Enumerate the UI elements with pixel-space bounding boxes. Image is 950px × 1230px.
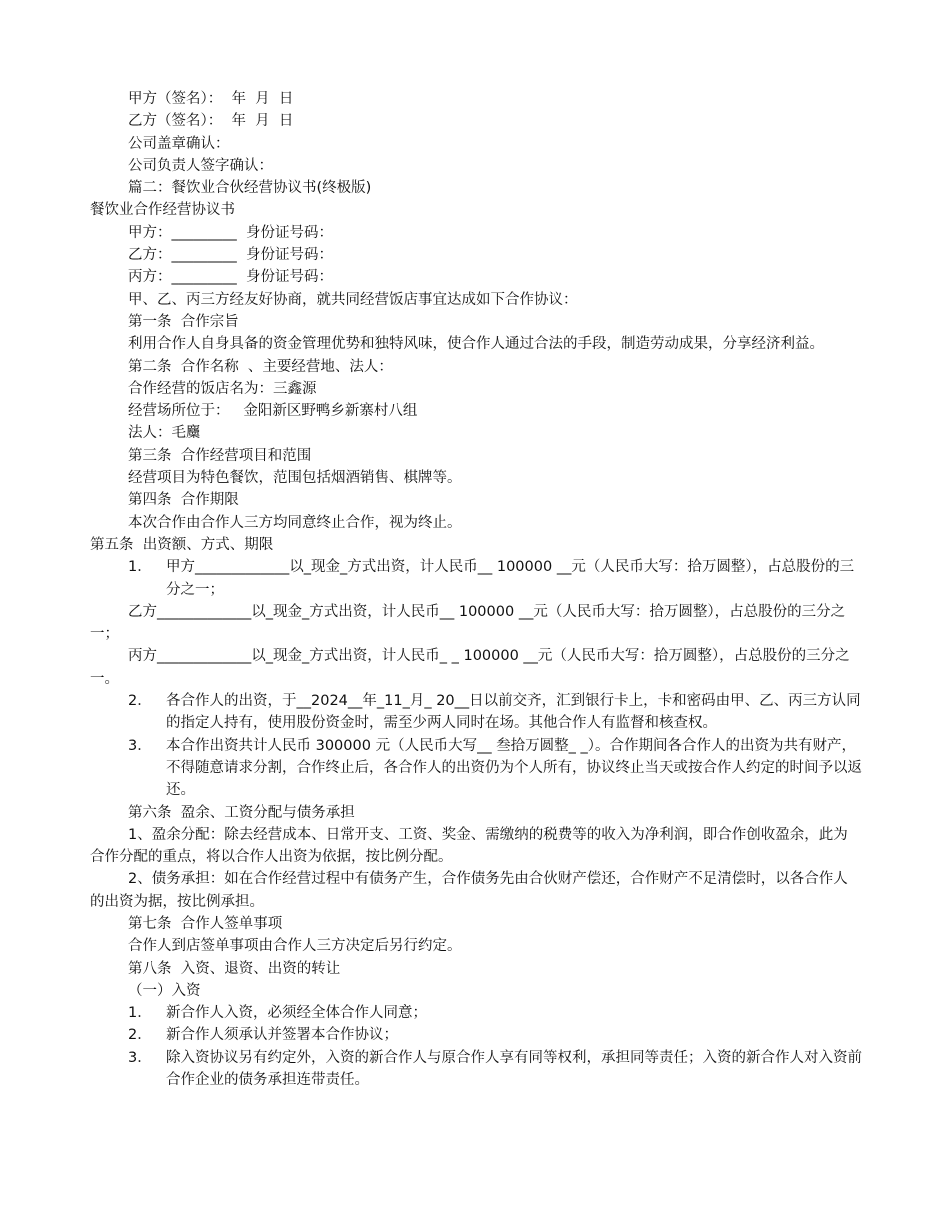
business-scope: 经营项目为特色餐饮，范围包括烟酒销售、棋牌等。 (128, 470, 462, 487)
entry-item-2 (90, 1024, 862, 1046)
cooperation-term: 本次合作由合作人三方均同意终止合作，视为终止。 (128, 514, 462, 531)
company-head-signature-line: 公司负责人签字确认： (128, 157, 273, 174)
item-number: 2． (128, 1027, 152, 1044)
entry-item-1 (90, 1002, 862, 1024)
debt-bearing: 2、债务承担：如在合作经营过程中有债务产生，合作债务先由合伙财产偿还，合作财产不足清偿时，以各合作人的出资为据，按比例承担。 (90, 871, 848, 910)
legal-person: 法人：毛麜 (128, 425, 201, 442)
party-c-contribution-block (90, 645, 862, 690)
party-c-id-line: 丙方：_________ 身份证号码： (128, 269, 333, 286)
profit-distribution: 1、盈余分配：除去经营成本、日常开支、工资、奖金、需缴纳的税费等的收入为净利润，即合作创收盈余，此为合作分配的重点，将以合作人出资为依据，按比例分配。 (90, 826, 848, 866)
profit-distribution-block (90, 824, 862, 869)
entry-equal-rights: 除入资协议另有约定外，入资的新合作人与原合作人享有同等权利，承担同等责任；入资的新合作人对入资前合作企业的债务承担连带责任。 (166, 1049, 862, 1089)
party-a-id-line: 甲方：_________ 身份证号码： (128, 224, 333, 241)
article-1-heading: 第一条 合作宗旨 (128, 313, 239, 330)
article-1-body (90, 333, 862, 355)
article-4-heading: 第四条 合作期限 (128, 492, 239, 509)
agreement-title: 餐饮业合作经营协议书 (90, 202, 235, 219)
article-1-text: 利用合作人自身具备的资金管理优势和独特风味，使合作人通过合法的手段，制造劳动成果，分享经济利益。 (128, 336, 824, 353)
party-b-signature-line: 乙方（签名）： 年 月 日 (128, 113, 294, 130)
signing-matters: 合作人到店签单事项由合作人三方决定后另行约定。 (128, 938, 462, 955)
entry-item-3 (90, 1047, 862, 1092)
preamble: 甲、乙、丙三方经友好协商，就共同经营饭店事宜达成如下合作协议： (128, 291, 578, 308)
contribution-item-2 (90, 690, 862, 735)
entry-consent: 新合作人入资，必须经全体合作人同意； (166, 1005, 427, 1022)
article-6-heading: 第六条 盈余、工资分配与债务承担 (128, 804, 355, 821)
contribution-deadline: 各合作人的出资，于__2024__年_11_月_ 20__日以前交齐，汇到银行卡上，卡和密码由甲、乙、丙三方认同的指定人持有，使用股份资金时，需至少两人同时在场。其他合作人有监督和核查权。 (166, 693, 861, 732)
item-number: 3． (128, 737, 152, 754)
article-3-heading: 第三条 合作经营项目和范围 (128, 447, 312, 464)
subsection-capital-entry: （一）入资 (128, 982, 201, 999)
party-b-id-line: 乙方：_________ 身份证号码： (128, 247, 333, 264)
party-a-contribution: 甲方_____________以_现金_方式出资，计人民币__ 100000 __元（人民币大写：拾万圆整），占总股份的三分之一； (166, 559, 855, 598)
item-number: 3． (128, 1049, 152, 1066)
company-seal-line: 公司盖章确认： (128, 135, 230, 152)
article-8-heading: 第八条 入资、退资、出资的转让 (128, 960, 341, 977)
party-b-contribution-block (90, 601, 862, 646)
debt-bearing-block (90, 868, 862, 913)
total-contribution: 本合作出资共计人民币 300000 元（人民币大写__ 叁拾万圆整_ _）。合作期间各合作人的出资为共有财产，不得随意请求分割，合作终止后，各合作人的出资仍为个人所有，协议终止当天或按合作人约定的时间予以返还。 (166, 737, 862, 799)
article-2-heading: 第二条 合作名称 、主要经营地、法人： (128, 358, 393, 375)
party-b-contribution: 乙方_____________以_现金_方式出资，计人民币__ 100000 __元（人民币大写：拾万圆整），占总股份的三分之一； (90, 603, 846, 643)
item-number: 1． (128, 559, 152, 576)
party-a-signature-line: 甲方（签名）： 年 月 日 (128, 91, 294, 107)
business-location: 经营场所位于： 金阳新区野鸭乡新寨村八组 (128, 403, 418, 420)
article-5-heading: 第五条 出资额、方式、期限 (90, 536, 274, 553)
contribution-item-3 (90, 735, 862, 802)
entry-sign-agreement: 新合作人须承认并签署本合作协议； (166, 1027, 398, 1044)
party-c-contribution: 丙方_____________以_现金_方式出资，计人民币_ _ 100000 __元（人民币大写：拾万圆整），占总股份的三分之一。 (90, 648, 850, 687)
item-number: 1． (128, 1005, 152, 1022)
item-number: 2． (128, 693, 152, 710)
contribution-item-1 (90, 556, 862, 601)
section-title: 篇二：餐饮业合伙经营协议书(终极版) (128, 180, 372, 197)
article-7-heading: 第七条 合作人签单事项 (128, 915, 283, 932)
restaurant-name: 合作经营的饭店名为：三鑫源 (128, 380, 317, 397)
